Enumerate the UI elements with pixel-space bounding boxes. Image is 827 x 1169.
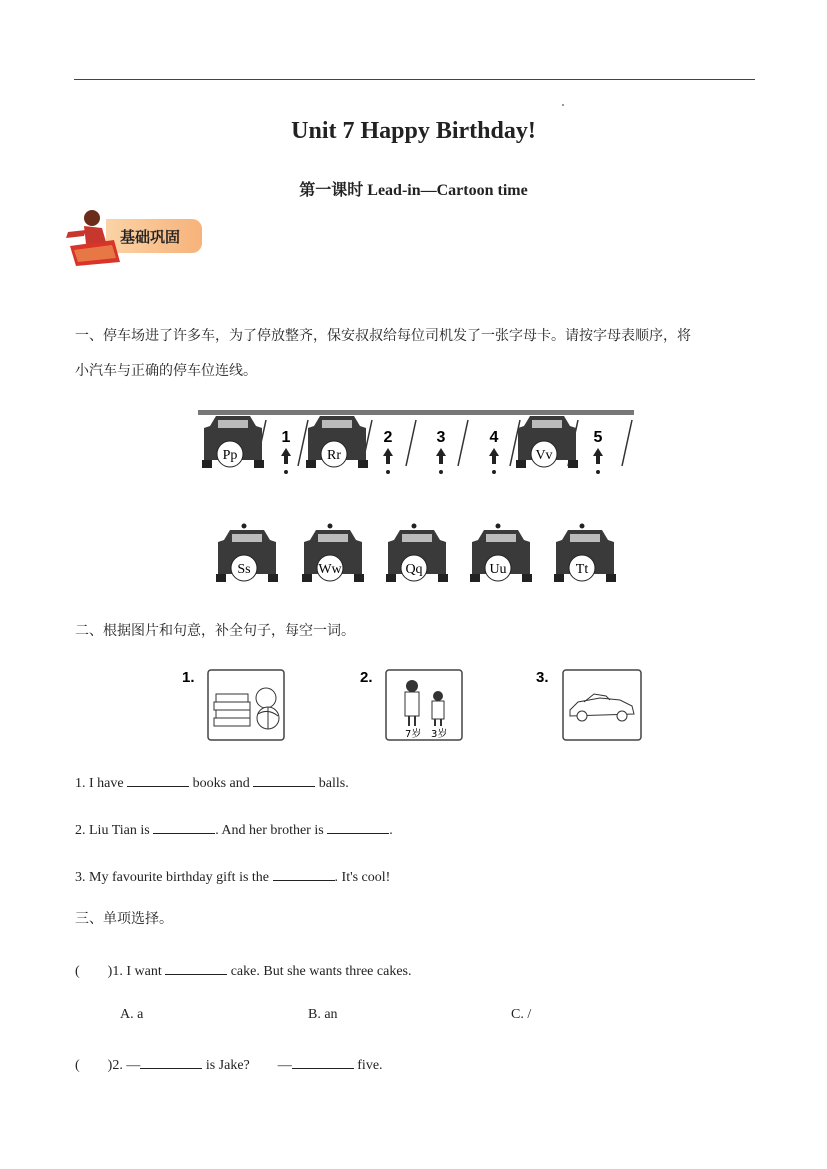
- answer-paren[interactable]: ( ): [75, 964, 113, 979]
- slot: [436, 429, 446, 474]
- sentence-text: books and: [189, 776, 254, 791]
- slot-number: 4: [489, 429, 499, 446]
- parking-roof: [198, 410, 634, 415]
- slot: [383, 429, 393, 474]
- parked-label: Rr: [327, 448, 341, 463]
- parked-car: [516, 416, 578, 468]
- option-c[interactable]: C. /: [511, 1007, 532, 1022]
- slot: [281, 429, 291, 474]
- age-label: 7岁: [405, 729, 422, 740]
- question-text: 2. —: [112, 1058, 141, 1073]
- badge-label: 基础巩固: [120, 228, 181, 246]
- parked-car: [306, 416, 368, 468]
- picture-number: 2.: [360, 669, 373, 686]
- age-label: 3岁: [431, 729, 448, 740]
- question-text: cake. But she wants three cakes.: [227, 964, 412, 979]
- car-label: Ww: [318, 562, 342, 577]
- slot-number: 1: [281, 429, 291, 446]
- section1-instruction-line2: 小汽车与正确的停车位连线。: [75, 363, 257, 379]
- sentence-text: . It's cool!: [334, 870, 391, 885]
- car-icon: [570, 694, 634, 721]
- slot-number: 5: [593, 429, 603, 446]
- picture-frame: [386, 670, 462, 740]
- sentence-text: 1. I have: [75, 776, 128, 791]
- parked-label: Pp: [222, 448, 238, 463]
- answer-blank[interactable]: [140, 1054, 202, 1069]
- option-a[interactable]: A. a: [120, 1007, 144, 1022]
- sentence-3: [75, 866, 390, 886]
- answer-blank[interactable]: [253, 772, 315, 787]
- parked-label: Vv: [535, 448, 553, 463]
- slot: [489, 429, 499, 474]
- car: [386, 524, 448, 583]
- answer-blank[interactable]: [127, 772, 189, 787]
- books-balls-icon: [214, 688, 279, 729]
- sentence-text: balls.: [315, 776, 349, 791]
- answer-blank[interactable]: [327, 819, 389, 834]
- header-rule: [74, 79, 755, 80]
- question-2: [75, 1054, 383, 1074]
- sentence-1: [75, 772, 349, 792]
- picture-number: 3.: [536, 669, 549, 686]
- car: [554, 524, 616, 583]
- car-label: Uu: [489, 562, 507, 577]
- car: [470, 524, 532, 583]
- question-text: five.: [353, 1058, 383, 1073]
- answer-blank[interactable]: [273, 866, 335, 881]
- question-text: 1. I want: [112, 964, 166, 979]
- car: [216, 524, 278, 583]
- answer-blank[interactable]: [153, 819, 215, 834]
- page-title: Unit 7 Happy Birthday!: [291, 118, 536, 144]
- sentence-text: .: [389, 823, 393, 838]
- slot-number: 3: [436, 429, 446, 446]
- stray-dot: [562, 104, 564, 106]
- picture-row: [180, 664, 650, 746]
- section1-instruction-line1: 一、停车场进了许多车，为了停放整齐，保安叔叔给每位司机发了一张字母卡。请按字母表顺序，将: [75, 328, 691, 344]
- cars-to-match: [210, 520, 620, 590]
- parking-lot: [196, 404, 636, 484]
- sentence-text: . And her brother is: [215, 823, 328, 838]
- answer-blank[interactable]: [165, 960, 227, 975]
- picture-number: 1.: [182, 669, 195, 686]
- slot: [593, 429, 603, 474]
- car: [302, 524, 364, 583]
- section2-instruction: 二、根据图片和句意，补全句子，每空一词。: [75, 623, 355, 639]
- slot-number: 2: [383, 429, 393, 446]
- section-badge: [62, 206, 212, 268]
- car-label: Ss: [237, 562, 251, 577]
- car-label: Qq: [405, 562, 423, 577]
- sentence-text: 2. Liu Tian is: [75, 823, 154, 838]
- parked-car: [202, 416, 264, 468]
- sentence-2: [75, 819, 393, 839]
- runner-icon: [62, 206, 126, 268]
- section3-instruction: 三、单项选择。: [75, 911, 173, 927]
- sentence-text: 3. My favourite birthday gift is the: [75, 870, 273, 885]
- answer-paren[interactable]: ( ): [75, 1058, 113, 1073]
- option-b[interactable]: B. an: [308, 1007, 338, 1022]
- question-text: is Jake? —: [202, 1058, 292, 1073]
- kids-icon: [405, 680, 444, 726]
- car-label: Tt: [575, 562, 589, 577]
- answer-blank[interactable]: [292, 1054, 354, 1069]
- page-subtitle: 第一课时 Lead-in—Cartoon time: [299, 182, 528, 199]
- question-1: [75, 960, 411, 980]
